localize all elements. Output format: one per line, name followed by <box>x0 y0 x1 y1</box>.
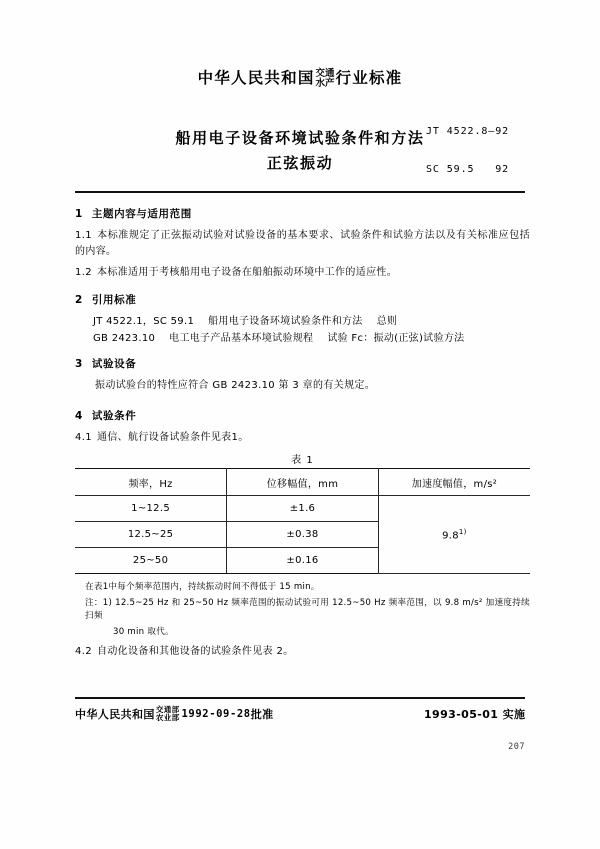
paragraph-1-1 <box>75 228 530 260</box>
header-ministry-top: 交通 <box>315 67 335 79</box>
cell-frequency-2: 12.5~25 <box>75 522 227 548</box>
paragraph-text-4-2: 自动化设备和其他设备的试验条件见表 2。 <box>96 646 294 657</box>
document-body <box>75 206 530 665</box>
table-note-duration: 在表1中每个频率范围内，持续振动时间不得低于 15 min。 <box>85 582 320 592</box>
paragraph-label-4-2: 4.2 <box>75 646 92 657</box>
table-header-row <box>75 469 530 496</box>
cell-acceleration-merged <box>378 496 530 574</box>
section-number-2: 2 <box>75 294 83 306</box>
document-title: 船用电子设备环境试验条件和方法 <box>175 129 425 147</box>
cell-frequency-1: 1~12.5 <box>75 496 227 522</box>
table-1-caption: 表 1 <box>291 455 314 466</box>
section-number-1: 1 <box>75 208 83 220</box>
reference-item-2 <box>75 331 530 347</box>
standard-number-sc: SC 59.5 92 <box>426 163 510 175</box>
header-divider-rule <box>75 191 525 193</box>
footer-divider-rule <box>75 697 525 699</box>
paragraph-4-2 <box>75 644 530 660</box>
footer-implement-date: 1993-05-01 实施 <box>424 708 526 721</box>
header-ministry-stack <box>316 69 335 89</box>
paragraph-4-1 <box>75 430 530 446</box>
footer-country: 中华人民共和国 <box>75 708 155 722</box>
header-country: 中华人民共和国 <box>197 69 315 87</box>
cell-displacement-3: ±0.16 <box>227 548 379 574</box>
footer-ministry-bottom: 农业部 <box>155 713 180 723</box>
paragraph-text-1-2: 本标准适用于考核船用电子设备在船舶振动环境中工作的适应性。 <box>96 267 398 278</box>
table-row <box>75 496 530 522</box>
footer-issuer <box>75 706 274 722</box>
paragraph-label-1-2: 1.2 <box>75 267 92 278</box>
cell-displacement-1: ±1.6 <box>227 496 379 522</box>
page-number: 207 <box>508 742 525 752</box>
paragraph-text-1-1: 本标准规定了正弦振动试验对试验设备的基本要求、试验条件和试验方法以及有关标准应包括的内容。 <box>75 230 530 257</box>
table-col-frequency: 频率，Hz <box>75 469 227 496</box>
table-col-acceleration: 加速度幅值，m/s² <box>378 469 530 496</box>
header-standard-line <box>198 69 403 89</box>
section-number-3: 3 <box>75 358 83 370</box>
cell-frequency-3: 25~50 <box>75 548 227 574</box>
section-heading-1 <box>75 206 530 221</box>
header-ministry-bottom: 水产 <box>315 77 335 89</box>
table-col-displacement: 位移幅值，mm <box>227 469 379 496</box>
document-subtitle: 正弦振动 <box>266 154 334 172</box>
acceleration-footnote-marker: 1) <box>458 527 467 536</box>
header-suffix: 行业标准 <box>335 69 403 87</box>
acceleration-value: 9.8 <box>442 530 459 542</box>
section-title-4: 试验条件 <box>91 410 137 422</box>
footer-ministry-top: 交通部 <box>155 705 180 714</box>
footer-ministry-stack <box>156 706 180 722</box>
reference-name-2: 电工电子产品基本环境试验规程 <box>169 332 314 344</box>
standard-number-block <box>426 101 509 201</box>
reference-code-2: GB 2423.10 <box>93 332 156 344</box>
footer-approve-date: 1992-09-28 <box>181 708 251 721</box>
reference-code-1: JT 4522.1，SC 59.1 <box>93 316 195 327</box>
reference-item-1 <box>75 314 530 330</box>
reference-part-1: 总则 <box>376 316 398 327</box>
standard-number-jt: JT 4522.8—92 <box>426 126 510 137</box>
section-heading-3 <box>75 356 530 371</box>
cell-displacement-2: ±0.38 <box>227 522 379 548</box>
document-header <box>0 68 600 89</box>
footer-approve-word: 批准 <box>250 708 274 722</box>
section-heading-2 <box>75 292 530 307</box>
paragraph-text-4-1: 通信、航行设备试验条件见表1。 <box>96 432 249 443</box>
paragraph-label-4-1: 4.1 <box>75 432 92 443</box>
table-note-footnote-1: 注：1) 12.5~25 Hz 和 25~50 Hz 频率范围的振动试验可用 12.5~50 Hz 频率范围，以 9.8 m/s² 加速度持续扫频 <box>85 597 530 621</box>
reference-name-1: 船用电子设备环境试验条件和方法 <box>208 316 363 327</box>
section-title-3: 试验设备 <box>91 358 137 370</box>
table-1 <box>75 468 530 574</box>
reference-part-2: 试验 Fc：振动(正弦)试验方法 <box>327 332 465 344</box>
paragraph-label-1-1: 1.1 <box>75 230 92 241</box>
table-1-notes <box>75 581 530 639</box>
table-note-footnote-1-cont: 30 min 取代。 <box>113 626 174 637</box>
section-heading-4 <box>75 408 530 423</box>
section-title-1: 主题内容与适用范围 <box>91 208 192 220</box>
paragraph-3-body: 振动试验台的特性应符合 GB 2423.10 第 3 章的有关规定。 <box>95 380 376 391</box>
paragraph-1-2 <box>75 265 530 281</box>
section-number-4: 4 <box>75 410 83 422</box>
section-title-2: 引用标准 <box>91 294 137 306</box>
